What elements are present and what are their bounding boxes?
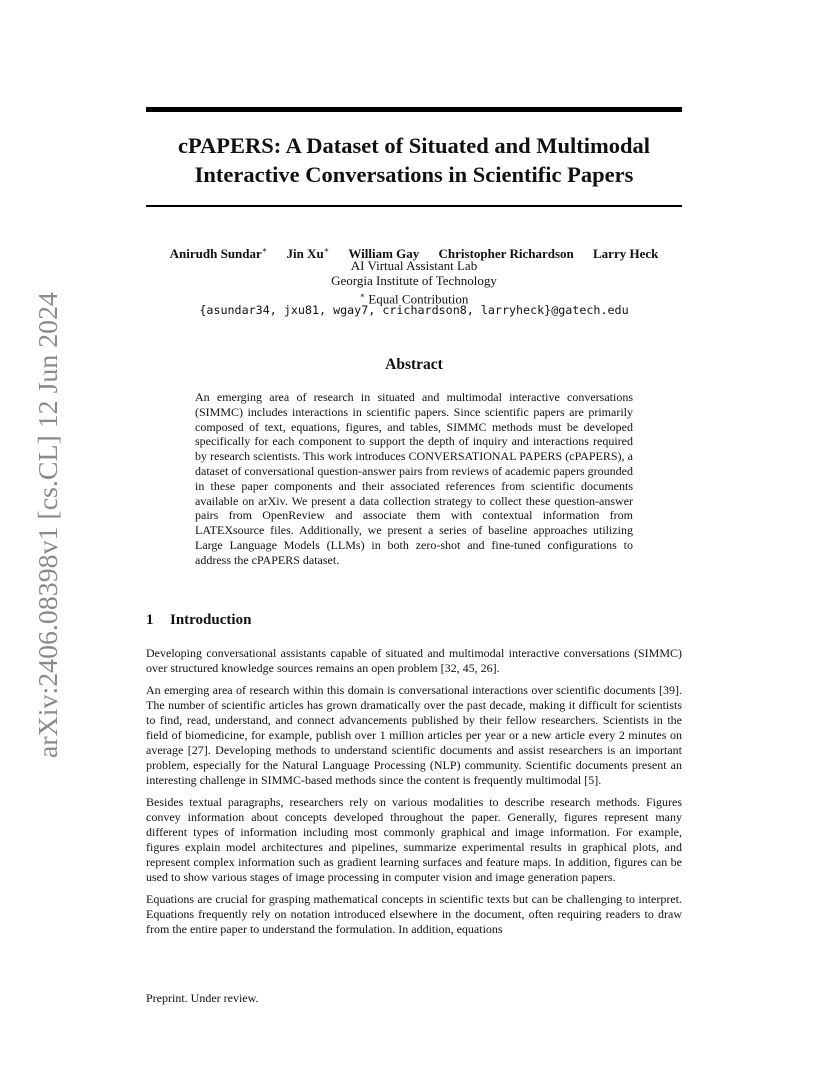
introduction-body: [146, 646, 682, 944]
author: Christopher Richardson: [438, 246, 574, 262]
paper-title-line-2: Interactive Conversations in Scientific Papers: [194, 162, 634, 187]
abstract-heading: Abstract: [385, 356, 443, 373]
title-top-rule: [146, 107, 682, 112]
section-heading: [146, 612, 251, 629]
title-bottom-rule: [146, 205, 682, 207]
author: Larry Heck: [593, 246, 659, 262]
arxiv-stamp-text: arXiv:2406.08398v1 [cs.CL] 12 Jun 2024: [32, 298, 63, 758]
arxiv-side-stamp: [15, 292, 67, 762]
author: Anirudh Sundar∗: [169, 246, 268, 262]
author: Jin Xu∗: [286, 246, 330, 262]
paper-title: [146, 131, 682, 189]
paper-title-line-1: cPAPERS: A Dataset of Situated and Multimodal: [177, 133, 651, 158]
paragraph: An emerging area of research within this domain is conversational interactions over scientific documents [39]. The number of scientific articles has grown dramatically over the past decade, making it difficult for scientists to find, read, understand, and connect advancements published by their fellow researchers. Scientists in the field of biomedicine, for example, publish over 1 million articles per year or a new article every 2 minutes on average [27]. Developing methods to understand scientific documents and assist researchers is an important problem, especially for the Natural Language Processing (NLP) community. Scientific documents present an interesting challenge in SIMMC-based methods since the content is frequently multimodal [5].: [146, 683, 682, 787]
equal-contribution-note: ∗ Equal Contribution: [359, 291, 469, 307]
affiliation-institute: Georgia Institute of Technology: [331, 273, 497, 288]
paragraph: Besides textual paragraphs, researchers rely on various modalities to describe research methods. Figures convey information about concepts developed throughout the paper. Generally, figures represent many different types of information including most commonly graphical and image information. For example, figures explain model architectures and pipelines, summarize experimental results in graphical plots, and represent complex information such as gradient learning surfaces and feature maps. In addition, figures can be used to show various stages of image processing in computer vision and image generation papers.: [146, 795, 682, 884]
abstract-text: An emerging area of research in situated and multimodal interactive conversations (SIMMC) includes interactions in scientific papers. Since scientific papers are primarily composed of text, equations, figures, and tables, SIMMC methods must be developed specifically for each component to support the depth of inquiry and interactions required by research scientists. This work introduces CONVERSATIONAL PAPERS (cPAPERS), a dataset of conversational question-answer pairs from reviews of academic papers grounded in these paper components and their associated references from scientific documents available on arXiv. We present a data collection strategy to collect these question-answer pairs from OpenReview and associate them with contextual information from LATEXsource files. Additionally, we present a series of baseline approaches utilizing Large Language Models (LLMs) in both zero-shot and fine-tuned configurations to address the cPAPERS dataset.: [195, 390, 633, 567]
page-footer: Preprint. Under review.: [146, 991, 259, 1005]
author-emails: {asundar34, jxu81, wgay7, crichardson8, larryheck}@gatech.edu: [199, 303, 629, 317]
paragraph: Developing conversational assistants capable of situated and multimodal interactive conversations (SIMMC) over structured knowledge sources remains an open problem [32, 45, 26].: [146, 646, 682, 675]
affiliation-lab: AI Virtual Assistant Lab: [350, 258, 478, 273]
arxiv-stamp-graphic: [15, 292, 67, 762]
paragraph: Equations are crucial for grasping mathematical concepts in scientific texts but can be challenging to interpret. Equations frequently rely on notation introduced elsewhere in the document, often requiring readers to draw from the entire paper to understand the formulation. In addition, equations: [146, 892, 682, 936]
section-title: Introduction: [170, 612, 252, 628]
section-number: 1: [146, 612, 154, 628]
author: William Gay: [348, 246, 420, 262]
